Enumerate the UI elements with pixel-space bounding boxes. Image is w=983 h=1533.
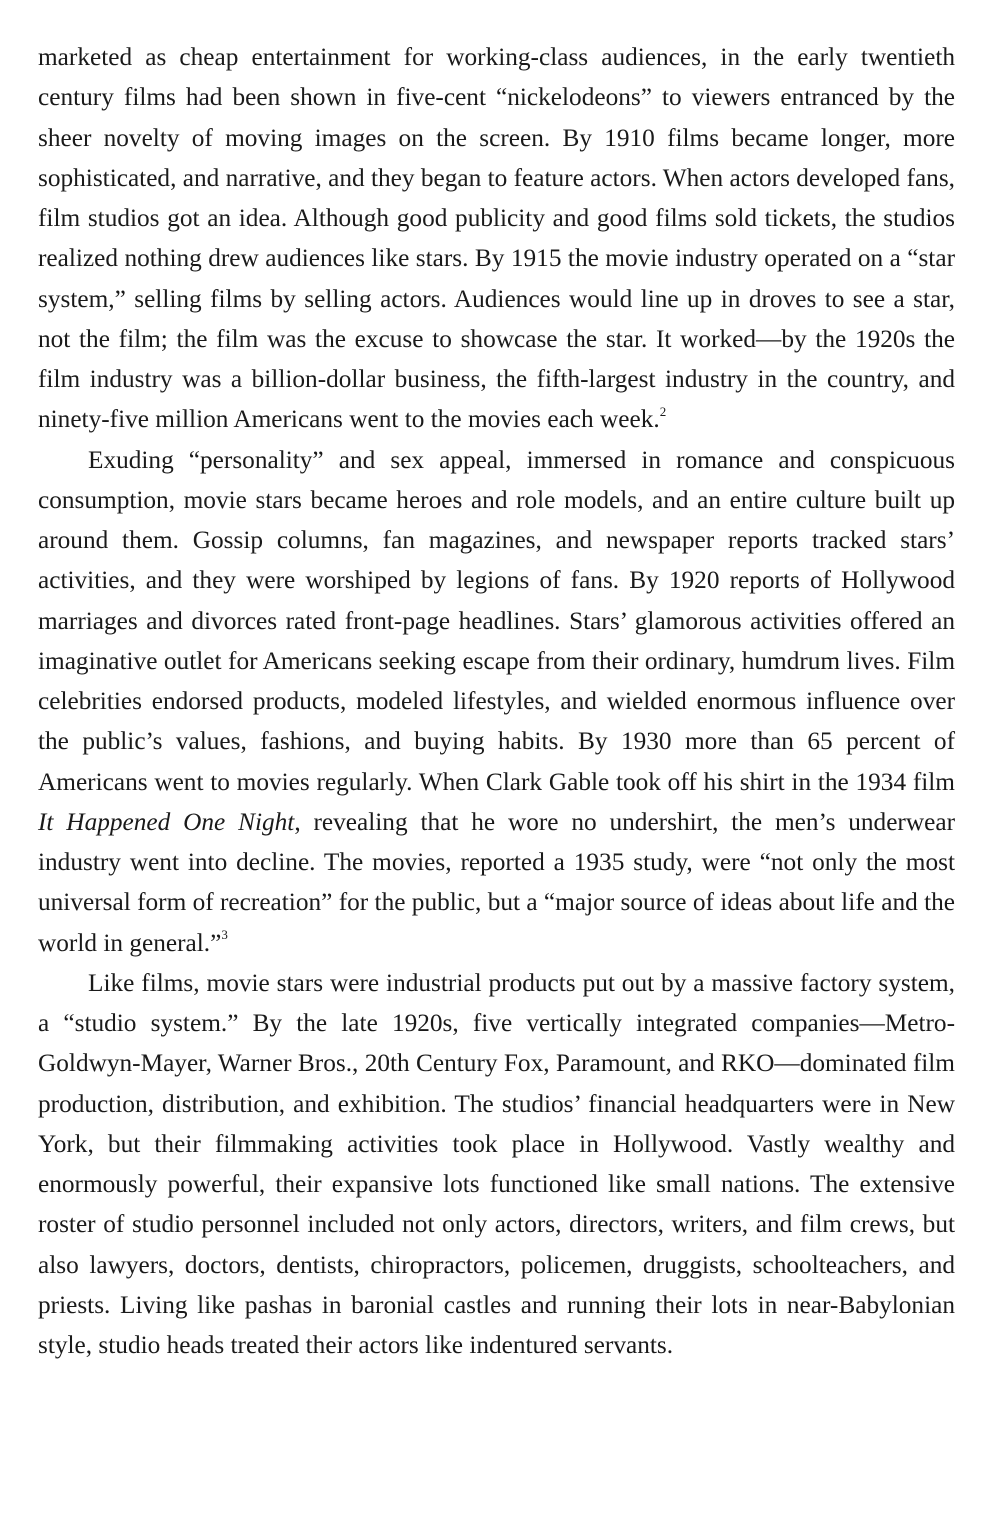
paragraph-2-text-after: , revealing that he wore no undershirt, the men’s underwear industry went into decline. The movies, reported a 1935 study, were “not only the most universal form of recreation” for the public, but a “major source of ideas about life and the world in general.” (38, 807, 956, 957)
paragraph-2 (38, 440, 955, 963)
paragraph-3-text: Like films, movie stars were industrial products put out by a massive factory system, a “studio system.” By the late 1920s, five vertically integrated companies—Metro-Goldwyn-Mayer, Warner Bros., 20th Century Fox, Paramount, and RKO—dominated film production, distribution, and exhibition. The studios’ financial headquarters were in New York, but their filmmaking activities took place in Hollywood. Vastly wealthy and enormously powerful, their expansive lots functioned like small nations. The extensive roster of studio personnel included not only actors, directors, writers, and film crews, but also lawyers, doctors, dentists, chiropractors, policemen, druggists, schoolteachers, and priests. Living like pashas in baronial castles and running their lots in near-Babylonian style, studio heads treated their actors like indentured servants. (38, 968, 955, 1359)
paragraph-3 (38, 963, 955, 1366)
document-page (38, 37, 955, 1365)
paragraph-2-text-before: Exuding “personality” and sex appeal, immersed in romance and conspicuous consumption, movie stars became heroes and role models, and an entire culture built up around them. Gossip columns, fan magazines, and newspaper reports tracked stars’ activities, and they were worshiped by legions of fans. By 1920 reports of Hollywood marriages and divorces rated front-page headlines. Stars’ glamorous activities offered an imaginative outlet for Americans seeking escape from their ordinary, humdrum lives. Film celebrities endorsed products, modeled lifestyles, and wielded enormous influence over the public’s values, fashions, and buying habits. By 1930 more than 65 percent of Americans went to movies regularly. When Clark Gable took off his shirt in the 1934 film (38, 445, 955, 796)
paragraph-1-text: marketed as cheap entertainment for working-class audiences, in the early twentieth century films had been shown in five-cent “nickelodeons” to viewers entranced by the sheer novelty of moving images on the screen. By 1910 films became longer, more sophisticated, and narrative, and they began to feature actors. When actors developed fans, film studios got an idea. Although good publicity and good films sold tickets, the studios realized nothing drew audiences like stars. By 1915 the movie industry operated on a “star system,” selling films by selling actors. Audiences would line up in droves to see a star, not the film; the film was the excuse to showcase the star. It worked—by the 1920s the film industry was a billion-dollar business, the fifth-largest industry in the country, and ninety-five million Americans went to the movies each week. (38, 43, 955, 434)
footnote-ref-3: 3 (221, 927, 228, 943)
footnote-ref-2: 2 (659, 403, 667, 419)
paragraph-1 (38, 37, 955, 440)
film-title-italic: It Happened One Night (38, 807, 295, 836)
